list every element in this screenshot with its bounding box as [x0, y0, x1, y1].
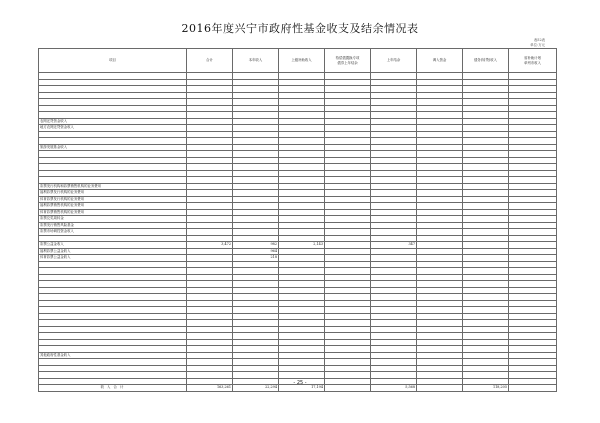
item-cell: 收 入 合 计 — [39, 385, 187, 392]
value-cell: 2,143 — [279, 242, 325, 249]
value-cell: 5,568 — [371, 385, 417, 392]
table-number: 表52表 — [533, 38, 545, 42]
item-cell: 地方农网还贷资金收入 — [39, 125, 187, 132]
item-cell: 体育彩票发行机构的业务费用 — [39, 196, 187, 203]
item-cell: 福利彩票公益金收入 — [39, 248, 187, 255]
item-cell: 彩票市场调控资金收入 — [39, 229, 187, 236]
item-cell: 彩票发行机构和彩票销售机构的业务费用 — [39, 183, 187, 190]
column-header: 省补助计划 单列市收入 — [509, 49, 557, 73]
item-cell: 彩票发行销售风险基金 — [39, 222, 187, 229]
value-cell: 964 — [233, 248, 279, 255]
column-header: 本年收入 — [233, 49, 279, 73]
value-cell: 163,261 — [187, 385, 233, 392]
table-header — [39, 49, 557, 73]
value-cell: 22,294 — [233, 385, 279, 392]
column-header: 合计 — [187, 49, 233, 73]
fund-table — [38, 48, 557, 392]
column-header: 项目 — [39, 49, 187, 73]
item-cell: 福利彩票发行机构的业务费用 — [39, 190, 187, 197]
document-title: 2016年度兴宁市政府性基金收支及结余情况表 — [181, 22, 419, 35]
value-cell: 17,194 — [279, 385, 325, 392]
column-header: 调入资金 — [417, 49, 463, 73]
column-header: 债务(转贷)收入 — [463, 49, 509, 73]
item-cell: 其他政府性基金收入 — [39, 352, 187, 359]
value-cell: 218 — [233, 255, 279, 262]
column-header: 上年结余 — [371, 49, 417, 73]
column-header: 待偿债置换专项 债券上年结余 — [325, 49, 371, 73]
unit-label: 单位:万元 — [530, 43, 545, 47]
value-cell: 118,205 — [463, 385, 509, 392]
item-cell: 彩票公益金收入 — [39, 242, 187, 249]
item-cell: 体育彩票公益金收入 — [39, 255, 187, 262]
header-row — [39, 49, 557, 73]
page-number: - 25 - — [293, 380, 307, 386]
item-cell: 彩票兑奖周转金 — [39, 216, 187, 223]
item-cell: 体育彩票销售机构的业务费用 — [39, 209, 187, 216]
table-body — [39, 73, 557, 392]
item-cell: 福利彩票销售机构的业务费用 — [39, 203, 187, 210]
value-cell: 347 — [371, 242, 417, 249]
column-header: 上级补助收入 — [279, 49, 325, 73]
item-cell: 农网还贷资金收入 — [39, 118, 187, 125]
item-cell: 旅游发展基金收入 — [39, 144, 187, 151]
value-cell: 3,472 — [187, 242, 233, 249]
value-cell: 982 — [233, 242, 279, 249]
